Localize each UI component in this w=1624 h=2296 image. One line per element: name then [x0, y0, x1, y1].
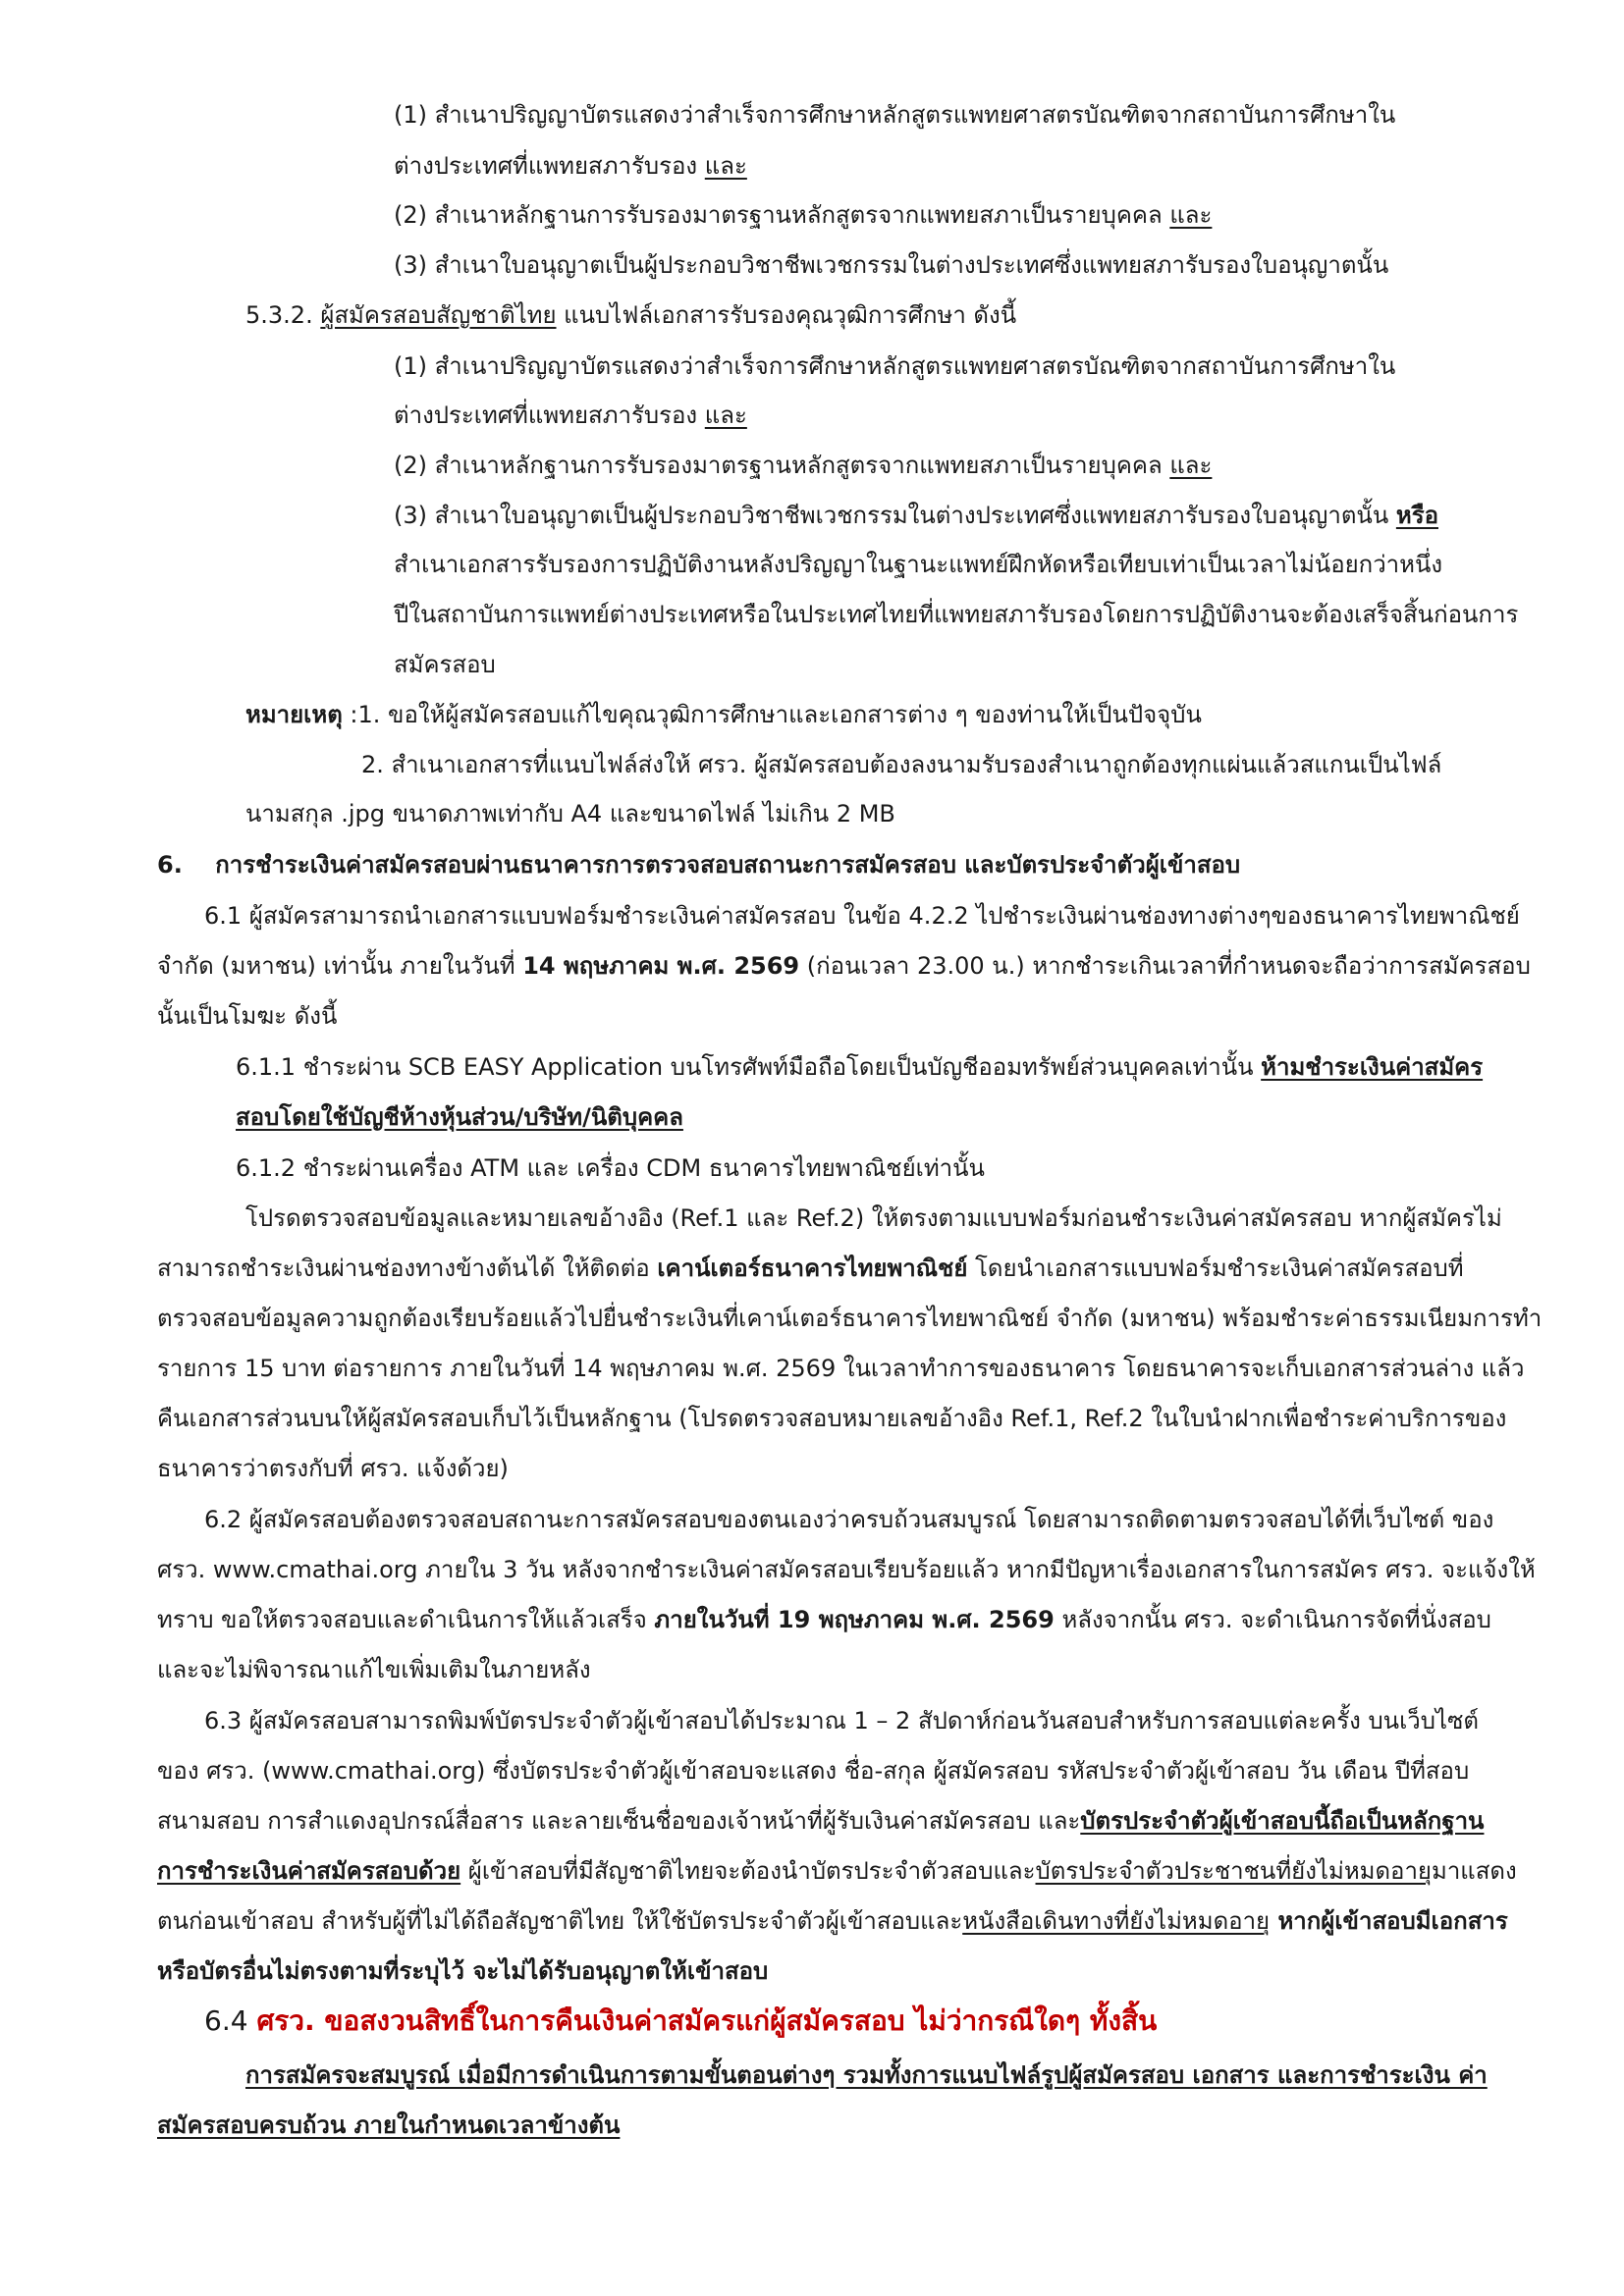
p63-line1: 6.3 ผู้สมัครสอบสามารถพิมพ์บัตรประจำตัวผู้เข้าสอบได้ประมาณ 1 – 2 สัปดาห์ก่อนวันสอบสำหรับการสอบแต่ละครั้ง บนเว็บไซต์	[204, 1707, 1479, 1735]
p62-line2: ศรว. www.cmathai.org ภายใน 3 วัน หลังจากชำระเงินค่าสมัครสอบเรียบร้อยแล้ว หากมีปัญหาเรื่องเอกสารในการสมัคร ศรว. จะแจ้งให้	[157, 1556, 1536, 1583]
s532-heading: 5.3.2. ผู้สมัครสอบสัญชาติไทย แนบไฟล์เอกสารรับรองคุณวุฒิการศึกษา ดังนี้	[245, 301, 1017, 329]
s531-item2: (2) สำเนาหลักฐานการรับรองมาตรฐานหลักสูตรจากแพทยสภาเป็นรายบุคคล และ	[394, 201, 1213, 229]
p611-line2: สอบโดยใช้บัญชีห้างหุ้นส่วน/บริษัท/นิติบุคคล	[236, 1103, 683, 1131]
s532-item3-line3: ปีในสถาบันการแพทย์ต่างประเทศหรือในประเทศไทยที่แพทยสภารับรองโดยการปฏิบัติงานจะต้องเสร็จสิ้นก่อนการ	[394, 601, 1519, 628]
p63-line2: ของ ศรว. (www.cmathai.org) ซึ่งบัตรประจำตัวผู้เข้าสอบจะแสดง ชื่อ-สกุล ผู้สมัครสอบ รหัสประจำตัวผู้เข้าสอบ วัน เดือน ปีที่สอบ	[157, 1757, 1470, 1785]
p63-line6: หรือบัตรอื่นไม่ตรงตามที่ระบุไว้ จะไม่ได้รับอนุญาตให้เข้าสอบ	[157, 1957, 769, 1985]
pr-line3: ตรวจสอบข้อมูลความถูกต้องเรียบร้อยแล้วไปยื่นชำระเงินที่เคาน์เตอร์ธนาคารไทยพาณิชย์ จำกัด (มหาชน) พร้อมชำระค่าธรรมเนียมการทำ	[157, 1305, 1543, 1332]
p62-line1: 6.2 ผู้สมัครสอบต้องตรวจสอบสถานะการสมัครสอบของตนเองว่าครบถ้วนสมบูรณ์ โดยสามารถติดตามตรวจสอบได้ที่เว็บไซต์ ของ	[204, 1506, 1494, 1533]
p63-line5: ตนก่อนเข้าสอบ สำหรับผู้ที่ไม่ได้ถือสัญชาติไทย ให้ใช้บัตรประจำตัวผู้เข้าสอบและหนังสือเดินทางที่ยังไม่หมดอายุ หากผู้เข้าสอบมีเอกสาร	[157, 1907, 1508, 1935]
s532-item1-line2: ต่างประเทศที่แพทยสภารับรอง และ	[394, 401, 747, 429]
p63-line4: การชำระเงินค่าสมัครสอบด้วย ผู้เข้าสอบที่มีสัญชาติไทยจะต้องนำบัตรประจำตัวสอบและบัตรประจำตัวประชาชนที่ยังไม่หมดอายุมาแสดง	[157, 1857, 1517, 1885]
s532-item3-line2: สำเนาเอกสารรับรองการปฏิบัติงานหลังปริญญาในฐานะแพทย์ฝึกหัดหรือเทียบเท่าเป็นเวลาไม่น้อยกว่าหนึ่ง	[394, 551, 1443, 578]
s531-item3: (3) สำเนาใบอนุญาตเป็นผู้ประกอบวิชาชีพเวชกรรมในต่างประเทศซึ่งแพทยสภารับรองใบอนุญาตนั้น	[394, 251, 1389, 279]
p63-line3: สนามสอบ การสำแดงอุปกรณ์สื่อสาร และลายเซ็นชื่อของเจ้าหน้าที่ผู้รับเงินค่าสมัครสอบ และบัตรประจำตัวผู้เข้าสอบนี้ถือเป็นหลักฐาน	[157, 1807, 1485, 1835]
s531-item1-line2: ต่างประเทศที่แพทยสภารับรอง และ	[394, 152, 747, 180]
pr-line6: ธนาคารว่าตรงกับที่ ศรว. แจ้งด้วย)	[157, 1455, 509, 1482]
note-line2: 2. สำเนาเอกสารที่แนบไฟล์ส่งให้ ศรว. ผู้สมัครสอบต้องลงนามรับรองสำเนาถูกต้องทุกแผ่นแล้วสแกนเป็นไฟล์	[361, 751, 1442, 778]
note-line3: นามสกุล .jpg ขนาดภาพเท่ากับ A4 และขนาดไฟล์ ไม่เกิน 2 MB	[245, 800, 895, 828]
s532-item3-line4: สมัครสอบ	[394, 651, 496, 678]
p61-line1: 6.1 ผู้สมัครสามารถนำเอกสารแบบฟอร์มชำระเงินค่าสมัครสอบ ในข้อ 4.2.2 ไปชำระเงินผ่านช่องทางต่างๆของธนาคารไทยพาณิชย์	[204, 902, 1520, 930]
pr-line5: คืนเอกสารส่วนบนให้ผู้สมัครสอบเก็บไว้เป็นหลักฐาน (โปรดตรวจสอบหมายเลขอ้างอิง Ref.1, Ref.2 ในใบนำฝากเพื่อชำระค่าบริการของ	[157, 1405, 1507, 1432]
note-line1: หมายเหตุ :1. ขอให้ผู้สมัครสอบแก้ไขคุณวุฒิการศึกษาและเอกสารต่าง ๆ ของท่านให้เป็นปัจจุบัน	[245, 701, 1202, 728]
p62-line3: ทราบ ขอให้ตรวจสอบและดำเนินการให้แล้วเสร็จ ภายในวันที่ 19 พฤษภาคม พ.ศ. 2569 หลังจากนั้น ศรว. จะดำเนินการจัดที่นั่งสอบ	[157, 1606, 1491, 1633]
p611-line1: 6.1.1 ชำระผ่าน SCB EASY Application บนโทรศัพท์มือถือโดยเป็นบัญชีออมทรัพย์ส่วนบุคคลเท่านั้น ห้ามชำระเงินค่าสมัคร	[236, 1053, 1484, 1081]
s531-item1-line1: (1) สำเนาปริญญาบัตรแสดงว่าสำเร็จการศึกษาหลักสูตรแพทยศาสตรบัณฑิตจากสถาบันการศึกษาใน	[394, 101, 1396, 129]
p612: 6.1.2 ชำระผ่านเครื่อง ATM และ เครื่อง CDM ธนาคารไทยพาณิชย์เท่านั้น	[236, 1154, 985, 1182]
final-line1: การสมัครจะสมบูรณ์ เมื่อมีการดำเนินการตามขั้นตอนต่างๆ รวมทั้งการแนบไฟล์รูปผู้สมัครสอบ เอกสาร และการชำระเงิน ค่า	[245, 2061, 1488, 2089]
section6-heading: 6. การชำระเงินค่าสมัครสอบผ่านธนาคารการตรวจสอบสถานะการสมัครสอบ และบัตรประจำตัวผู้เข้าสอบ	[157, 851, 1241, 879]
s532-item1-line1: (1) สำเนาปริญญาบัตรแสดงว่าสำเร็จการศึกษาหลักสูตรแพทยศาสตรบัณฑิตจากสถาบันการศึกษาใน	[394, 352, 1396, 380]
pr-line2: สามารถชำระเงินผ่านช่องทางข้างต้นได้ ให้ติดต่อ เคาน์เตอร์ธนาคารไทยพาณิชย์ โดยนำเอกสารแบบฟอร์มชำระเงินค่าสมัครสอบที่	[157, 1255, 1464, 1282]
s532-item3-line1: (3) สำเนาใบอนุญาตเป็นผู้ประกอบวิชาชีพเวชกรรมในต่างประเทศซึ่งแพทยสภารับรองใบอนุญาตนั้น หรือ	[394, 502, 1438, 529]
p61-line3: นั้นเป็นโมฆะ ดังนี้	[157, 1002, 338, 1030]
pr-line4: รายการ 15 บาท ต่อรายการ ภายในวันที่ 14 พฤษภาคม พ.ศ. 2569 ในเวลาทำการของธนาคาร โดยธนาคารจะเก็บเอกสารส่วนล่าง แล้ว	[157, 1355, 1525, 1382]
final-line2: สมัครสอบครบถ้วน ภายในกำหนดเวลาข้างต้น	[157, 2111, 621, 2139]
pr-line1: โปรดตรวจสอบข้อมูลและหมายเลขอ้างอิง (Ref.1 และ Ref.2) ให้ตรงตามแบบฟอร์มก่อนชำระเงินค่าสมัครสอบ หากผู้สมัครไม่	[245, 1204, 1502, 1232]
p61-line2: จำกัด (มหาชน) เท่านั้น ภายในวันที่ 14 พฤษภาคม พ.ศ. 2569 (ก่อนเวลา 23.00 น.) หากชำระเกินเวลาที่กำหนดจะถือว่าการสมัครสอบ	[157, 952, 1531, 980]
s532-item2: (2) สำเนาหลักฐานการรับรองมาตรฐานหลักสูตรจากแพทยสภาเป็นรายบุคคล และ	[394, 452, 1213, 479]
p62-line4: และจะไม่พิจารณาแก้ไขเพิ่มเติมในภายหลัง	[157, 1656, 591, 1683]
p64: 6.4 ศรว. ขอสงวนสิทธิ์ในการคืนเงินค่าสมัครแก่ผู้สมัครสอบ ไม่ว่ากรณีใดๆ ทั้งสิ้น	[204, 2004, 1158, 2037]
